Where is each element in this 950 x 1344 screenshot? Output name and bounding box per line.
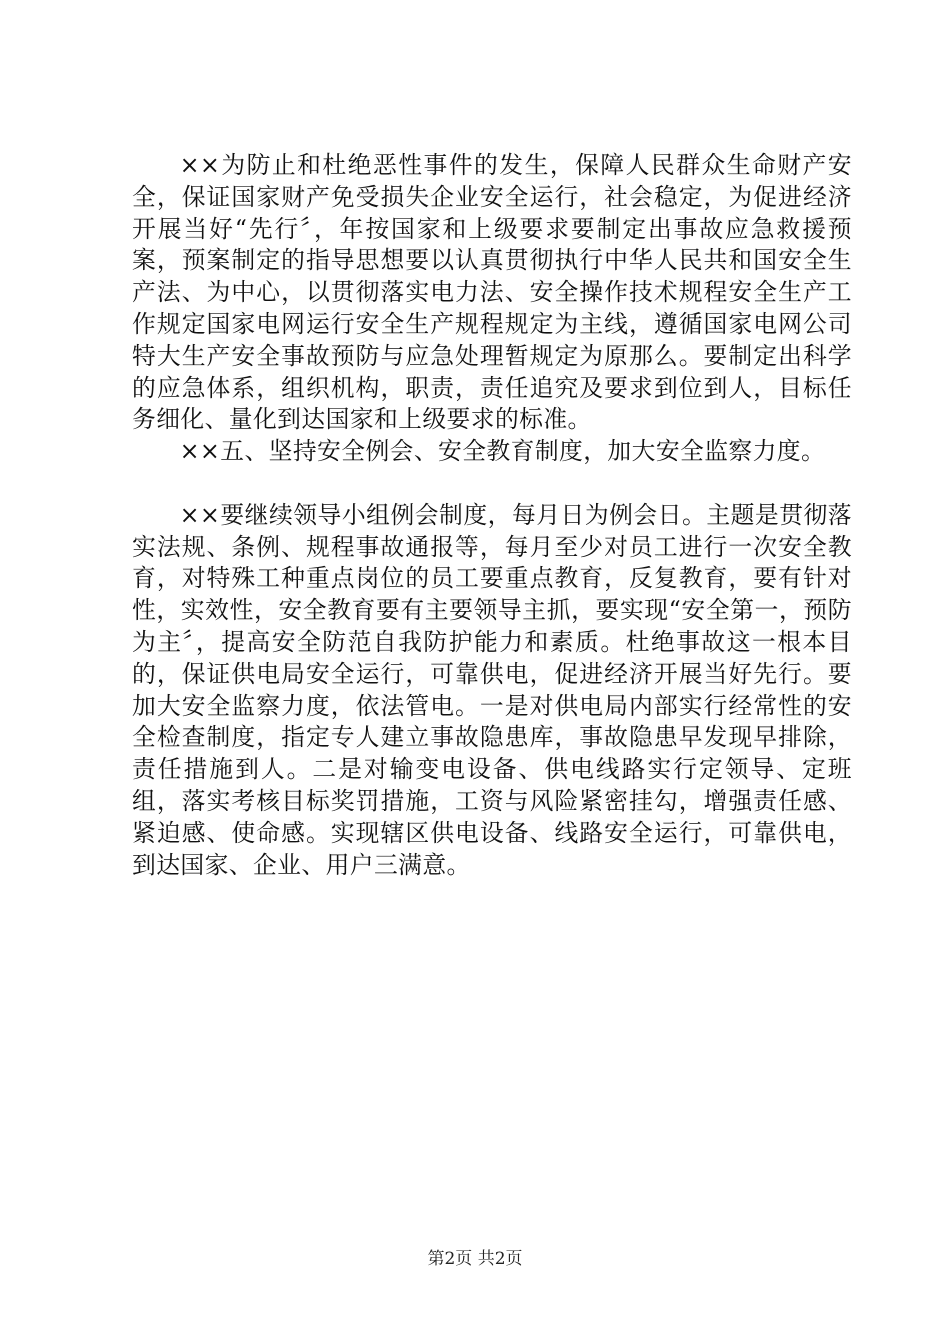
- page-footer: 第2页 共2页: [427, 1249, 523, 1269]
- document-body: [132, 150, 852, 881]
- paragraph-section-five-heading: ××五、坚持安全例会、安全教育制度，加大安全监察力度。: [179, 437, 826, 466]
- paragraph-safety-meetings: ××要继续领导小组例会制度，每月日为例会日。主题是贯彻落实法规、条例、规程事故通报等，每月至少对员工进行一次安全教育，对特殊工种重点岗位的员工要重点教育，反复教育，要有针对性，实效性，安全教育要有主要领导主抓，要实现“安全第一，预防为主〞，提高安全防范自我防护能力和素质。杜绝事故这一根本目的，保证供电局安全运行，可靠供电，促进经济开展当好先行。要加大安全监察力度，依法管电。一是对供电局内部实行经常性的安全检查制度，指定专人建立事故隐患库，事故隐患早发现早排除，责任措施到人。二是对输变电设备、供电线路实行定领导、定班组，落实考核目标奖罚措施，工资与风险紧密挂勾，增强责任感、紧迫感、使命感。实现辖区供电设备、线路安全运行，可靠供电，到达国家、企业、用户三满意。: [132, 500, 852, 879]
- paragraph-spacer: [132, 468, 852, 500]
- paragraph-emergency-plan: ××为防止和杜绝恶性事件的发生，保障人民群众生命财产安全，保证国家财产免受损失企业安全运行，社会稳定，为促进经济开展当好“先行〞，年按国家和上级要求要制定出事故应急救援预案，预案制定的指导思想要以认真贯彻执行中华人民共和国安全生产法、为中心，以贯彻落实电力法、安全操作技术规程安全生产工作规定国家电网运行安全生产规程规定为主线，遵循国家电网公司特大生产安全事故预防与应急处理暂规定为原那么。要制定出科学的应急体系，组织机构，职责，责任追究及要求到位到人，目标任务细化、量化到达国家和上级要求的标准。: [132, 151, 852, 434]
